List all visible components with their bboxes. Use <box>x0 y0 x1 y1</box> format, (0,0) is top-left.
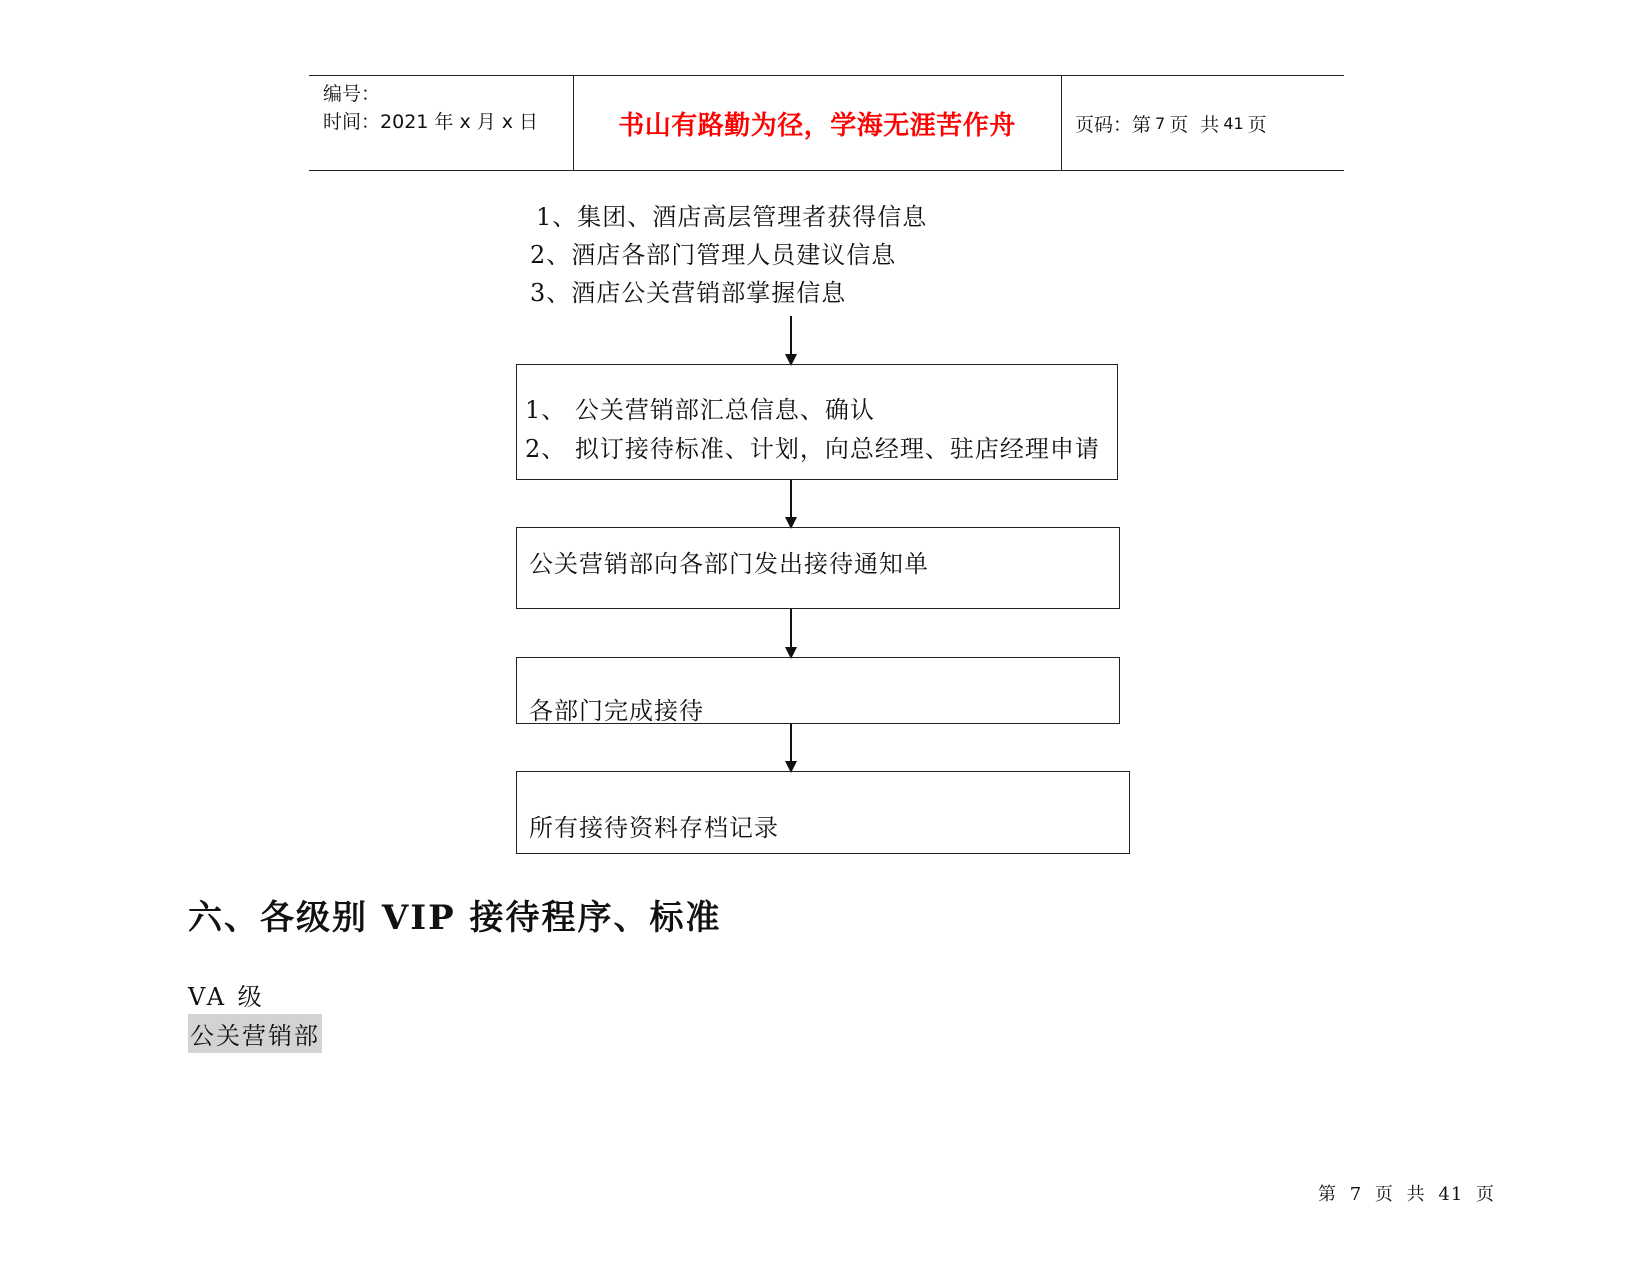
flow-box-summarize <box>516 364 1118 480</box>
footer-total-prefix: 共 <box>1406 1184 1426 1205</box>
time-row <box>323 108 538 136</box>
flow-arrow <box>790 724 792 771</box>
number-label: 编号： <box>323 83 381 105</box>
header-page-number <box>1075 76 1267 170</box>
flow-source-item: 3、酒店公关营销部掌握信息 <box>530 279 847 307</box>
flow-box-text: 公关营销部向各部门发出接待通知单 <box>529 550 929 578</box>
footer-prefix: 第 <box>1318 1184 1337 1205</box>
flow-box-text: 所有接待资料存档记录 <box>529 814 779 842</box>
flow-box-line: 1、 公关营销部汇总信息、确认 <box>525 396 875 424</box>
flow-arrow <box>790 316 792 364</box>
footer-current: 7 <box>1349 1184 1363 1205</box>
flow-source-item: 1、集团、酒店高层管理者获得信息 <box>536 203 928 231</box>
flow-arrow <box>790 480 792 527</box>
flow-box-archive <box>516 771 1130 854</box>
header-meta <box>323 80 538 136</box>
footer-mid: 页 <box>1374 1184 1394 1205</box>
page-mid: 页 共 <box>1169 113 1220 136</box>
footer-total: 41 <box>1438 1184 1464 1205</box>
time-value: 2021 年 x 月 x 日 <box>380 111 539 133</box>
page-label: 页码： <box>1075 113 1133 136</box>
flow-box-notify <box>516 527 1120 609</box>
page-prefix: 第 <box>1132 113 1152 136</box>
flow-box-complete <box>516 657 1120 724</box>
vip-level-label: VA 级 <box>188 983 265 1011</box>
department-label: 公关营销部 <box>188 1014 322 1053</box>
page-suffix: 页 <box>1247 113 1267 136</box>
flow-source-item: 2、酒店各部门管理人员建议信息 <box>530 241 897 269</box>
page-footer <box>1318 1180 1501 1206</box>
document-header <box>309 75 1344 171</box>
section-heading: 六、各级别 VIP 接待程序、标准 <box>188 898 722 938</box>
flow-box-text: 各部门完成接待 <box>529 697 704 725</box>
time-label: 时间： <box>323 111 381 133</box>
header-motto: 书山有路勤为径，学海无涯苦作舟 <box>618 110 1016 141</box>
header-divider <box>1061 76 1062 170</box>
page-total: 41 <box>1223 113 1244 133</box>
flow-arrow <box>790 609 792 657</box>
page-current: 7 <box>1155 113 1166 133</box>
footer-suffix: 页 <box>1476 1184 1496 1205</box>
flow-box-line: 2、 拟订接待标准、计划，向总经理、驻店经理申请 <box>525 435 1100 463</box>
flow-source-list <box>530 198 927 312</box>
